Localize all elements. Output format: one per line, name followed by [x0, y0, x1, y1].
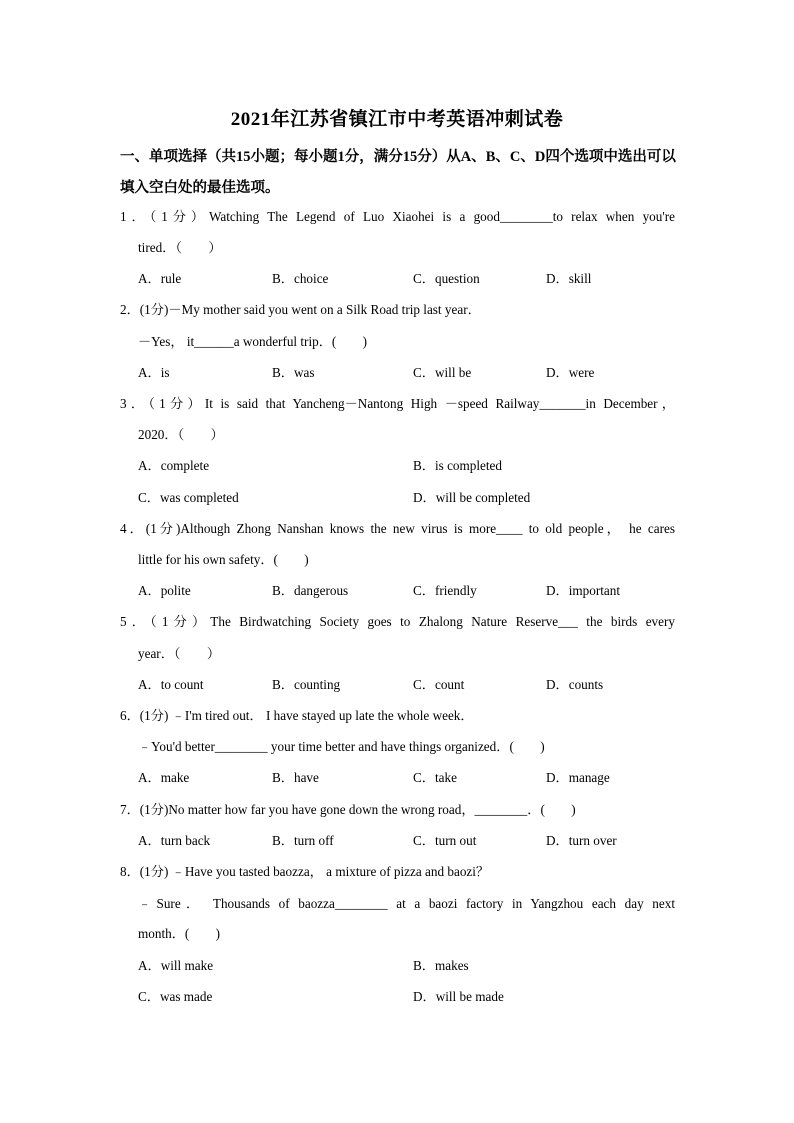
question-3-line-1: 3．（1分）It is said that Yancheng－Nantong High －speed Railway_______in December，: [120, 396, 675, 411]
question-4-line-1: 4．(1分)Although Zhong Nanshan knows the new virus is more____ to old people， he cares: [120, 521, 675, 536]
question-6-option-c: C．take: [413, 770, 457, 785]
question-8-line-3: month．( ): [138, 926, 221, 941]
question-1-line-1: 1．（1分）Watching The Legend of Luo Xiaohei is a good________to relax when you're: [120, 209, 675, 224]
question-6-line-1: 6．(1分) ﹣I'm tired out． I have stayed up late the whole week．: [120, 708, 474, 723]
question-1-option-c: C．question: [413, 271, 480, 286]
question-2-option-b: B．was: [272, 365, 315, 380]
question-5-option-a: A．to count: [138, 677, 204, 692]
question-5-option-b: B．counting: [272, 677, 341, 692]
question-6-line-2: ﹣You'd better________ your time better and have things organized．( ): [138, 739, 545, 754]
page-title: 2021年江苏省镇江市中考英语冲刺试卷: [230, 109, 564, 130]
question-8-option-a: A．will make: [138, 958, 214, 973]
question-8-option-b: B．makes: [413, 958, 469, 973]
question-4-line-2: little for his own safety．( ): [138, 552, 309, 567]
question-1-line-2: tired．（ ）: [138, 240, 222, 255]
question-4-option-b: B．dangerous: [272, 583, 349, 598]
question-3-option-a: A．complete: [138, 458, 210, 473]
question-8-option-c: C．was made: [138, 989, 213, 1004]
question-3-option-d: D．will be completed: [413, 490, 531, 505]
question-4-option-a: A．polite: [138, 583, 191, 598]
question-5-option-d: D．counts: [546, 677, 604, 692]
question-7-option-b: B．turn off: [272, 833, 334, 848]
question-1-option-a: A．rule: [138, 271, 182, 286]
question-2-line-2: －Yes， it______a wonderful trip．( ): [138, 334, 368, 349]
question-5-line-1: 5．（1分）The Birdwatching Society goes to Zhalong Nature Reserve___ the birds every: [120, 614, 675, 629]
question-8-option-d: D．will be made: [413, 989, 504, 1004]
question-3-line-2: 2020．（ ）: [138, 427, 224, 442]
question-2-option-d: D．were: [546, 365, 595, 380]
question-4-option-d: D．important: [546, 583, 620, 598]
section-heading: 一、单项选择（共15小题；每小题1分，满分15分）从A、B、C、D四个选项中选出可以填入空白处的最佳选项。: [120, 149, 676, 196]
question-8-line-1: 8．(1分) ﹣Have you tasted baozza， a mixture of pizza and baozi？: [120, 864, 490, 879]
question-2-option-c: C．will be: [413, 365, 472, 380]
question-7-option-d: D．turn over: [546, 833, 617, 848]
question-5-option-c: C．count: [413, 677, 465, 692]
question-1-option-b: B．choice: [272, 271, 329, 286]
question-3-option-b: B．is completed: [413, 458, 503, 473]
question-4-option-c: C．friendly: [413, 583, 477, 598]
question-6-option-d: D．manage: [546, 770, 610, 785]
question-3-option-c: C．was completed: [138, 490, 239, 505]
question-1-option-d: D．skill: [546, 271, 592, 286]
question-6-option-b: B．have: [272, 770, 319, 785]
question-7-line-1: 7．(1分)No matter how far you have gone down the wrong road，________．( ): [120, 802, 576, 817]
question-2-line-1: 2．(1分)－My mother said you went on a Silk Road trip last year．: [120, 302, 481, 317]
question-8-line-2: ﹣Sure． Thousands of baozza________ at a baozi factory in Yangzhou each day next: [138, 896, 675, 911]
question-5-line-2: year．（ ）: [138, 646, 221, 661]
question-7-option-a: A．turn back: [138, 833, 211, 848]
question-2-option-a: A．is: [138, 365, 170, 380]
question-6-option-a: A．make: [138, 770, 190, 785]
question-7-option-c: C．turn out: [413, 833, 477, 848]
